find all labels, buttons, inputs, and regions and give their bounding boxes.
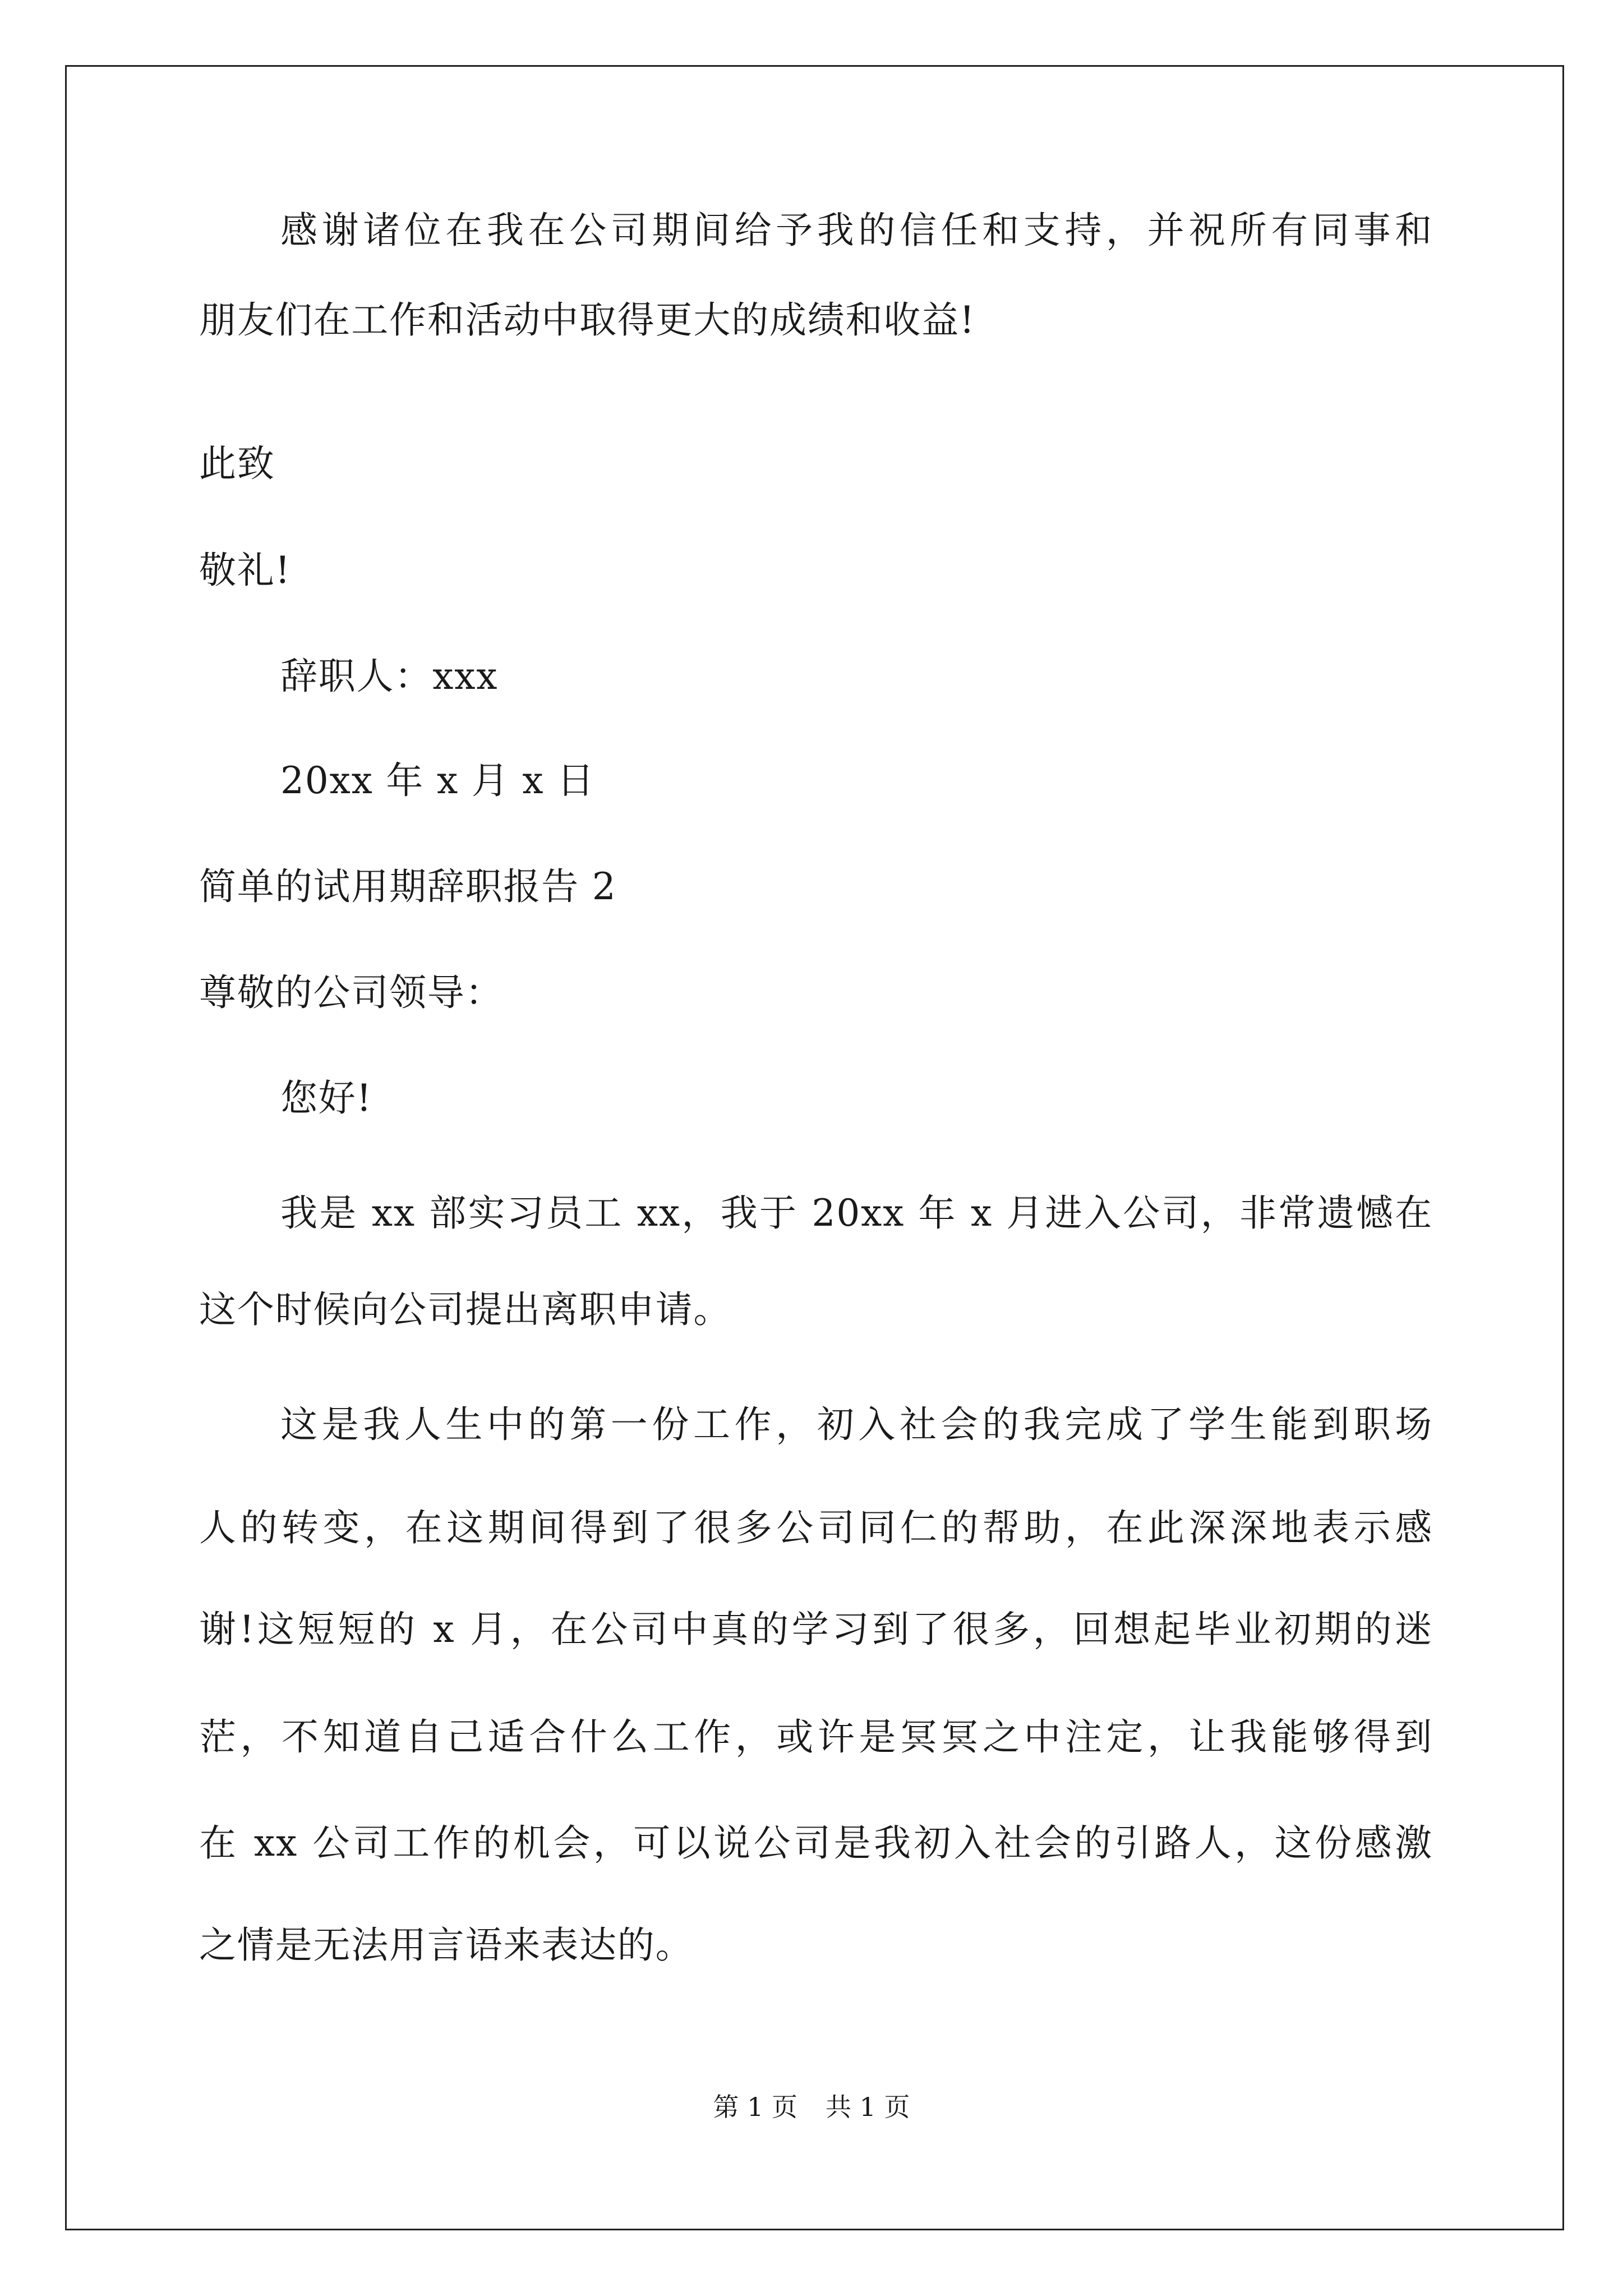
paragraph-gratitude-line-4: 茫，不知道自己适合什么工作，或许是冥冥之中注定，让我能够得到 — [199, 1715, 1433, 1759]
page-border — [65, 65, 1564, 2230]
page-total: 共 1 页 — [826, 2092, 910, 2122]
paragraph-gratitude-line-5: 在 xx 公司工作的机会，可以说公司是我初入社会的引路人，这份感激 — [199, 1821, 1433, 1865]
closing-salutation: 此致 — [199, 442, 275, 485]
closing-regards: 敬礼! — [199, 549, 291, 592]
paragraph-gratitude-line-2: 人的转变，在这期间得到了很多公司同仁的帮助，在此深深地表示感 — [199, 1506, 1433, 1549]
page-number: 第 1 页 — [713, 2092, 797, 2122]
page-footer — [0, 2090, 1623, 2124]
paragraph-thanks-line-2: 朋友们在工作和活动中取得更大的成绩和收益! — [199, 298, 976, 342]
letter-hello: 您好! — [280, 1076, 372, 1120]
signature-date: 20xx 年 x 月 x 日 — [280, 759, 595, 802]
signature-name: 辞职人：xxx — [280, 655, 499, 698]
paragraph-gratitude-line-1: 这是我人生中的第一份工作，初入社会的我完成了学生能到职场 — [280, 1403, 1433, 1446]
paragraph-intro-line-1: 我是 xx 部实习员工 xx，我于 20xx 年 x 月进入公司，非常遗憾在 — [280, 1191, 1433, 1235]
paragraph-gratitude-line-3: 谢!这短短的 x 月，在公司中真的学习到了很多，回想起毕业初期的迷 — [199, 1608, 1433, 1651]
letter-greeting: 尊敬的公司领导： — [199, 971, 504, 1014]
paragraph-thanks-line-1: 感谢诸位在我在公司期间给予我的信任和支持，并祝所有同事和 — [280, 209, 1433, 252]
paragraph-intro-line-2: 这个时候向公司提出离职申请。 — [199, 1288, 732, 1331]
section-title: 简单的试用期辞职报告 2 — [199, 865, 617, 908]
paragraph-gratitude-line-6: 之情是无法用言语来表达的。 — [199, 1924, 694, 1967]
